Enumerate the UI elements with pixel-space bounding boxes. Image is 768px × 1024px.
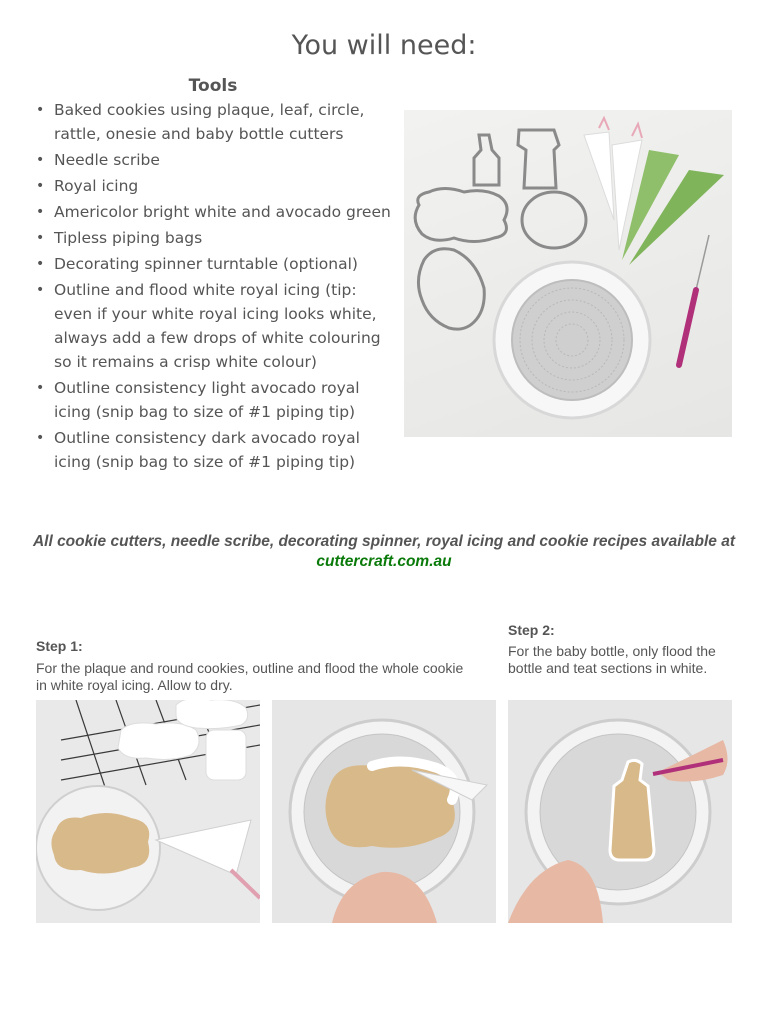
tools-list-item (36, 278, 396, 374)
tools-item-text: Needle scribe (54, 151, 160, 169)
tools-item-text: Outline consistency light avocado royal icing (snip bag to size of #1 piping tip) (54, 379, 360, 421)
tools-list-item (36, 252, 396, 276)
tools-item-text: Tipless piping bags (54, 229, 203, 247)
bullet-icon: • (36, 256, 45, 272)
tools-list-item (36, 376, 396, 424)
cuttercraft-link[interactable]: cuttercraft.com.au (316, 553, 452, 570)
tools-list-item (36, 200, 396, 224)
piping-bags-image (584, 118, 724, 265)
tools-list-item (36, 426, 396, 474)
tools-list (36, 98, 396, 476)
availability-note (30, 532, 738, 572)
step-1-photo-b-image (272, 700, 496, 923)
bullet-icon: • (36, 152, 45, 168)
tools-item-text: Decorating spinner turntable (optional) (54, 255, 358, 273)
step-1-heading: Step 1: (36, 638, 83, 654)
tools-item-text: Americolor bright white and avocado green (54, 203, 391, 221)
step-2-text: For the baby bottle, only flood the bottle and teat sections in white. (508, 643, 716, 676)
tools-illustration (404, 110, 732, 437)
tools-heading: Tools (188, 76, 238, 96)
availability-text: All cookie cutters, needle scribe, decorating spinner, royal icing and cookie recipes available at (32, 533, 736, 550)
bullet-icon: • (36, 102, 45, 118)
needle-scribe-image (679, 235, 709, 365)
bullet-icon: • (36, 282, 45, 298)
bullet-icon: • (36, 230, 45, 246)
step-2-photo (508, 700, 732, 923)
turntable-image (494, 262, 650, 418)
step-2-heading: Step 2: (508, 622, 555, 638)
tools-item-text: Baked cookies using plaque, leaf, circle, rattle, onesie and baby bottle cutters (54, 101, 365, 143)
tools-list-item (36, 148, 396, 172)
tools-list-item (36, 98, 396, 146)
tools-photo (404, 110, 732, 437)
bullet-icon: • (36, 178, 45, 194)
tools-item-text: Royal icing (54, 177, 139, 195)
step-1-photo-b (272, 700, 496, 923)
bullet-icon: • (36, 380, 45, 396)
tools-list-item (36, 226, 396, 250)
page-title: You will need: (291, 30, 477, 61)
tools-item-text: Outline consistency dark avocado royal icing (snip bag to size of #1 piping tip) (54, 429, 360, 471)
step-1-photo-a (36, 700, 260, 923)
bullet-icon: • (36, 204, 45, 220)
bullet-icon: • (36, 430, 45, 446)
step-1-photo-a-image (36, 700, 260, 923)
step-2-photo-image (508, 700, 732, 923)
tools-list-item (36, 174, 396, 198)
step-1-text: For the plaque and round cookies, outline and flood the whole cookie in white royal icing. Allow to dry. (36, 660, 464, 693)
tools-item-text: Outline and flood white royal icing (tip: even if your white royal icing looks white, always add a few drops of white colouring so it remains a crisp white colour) (54, 281, 381, 371)
